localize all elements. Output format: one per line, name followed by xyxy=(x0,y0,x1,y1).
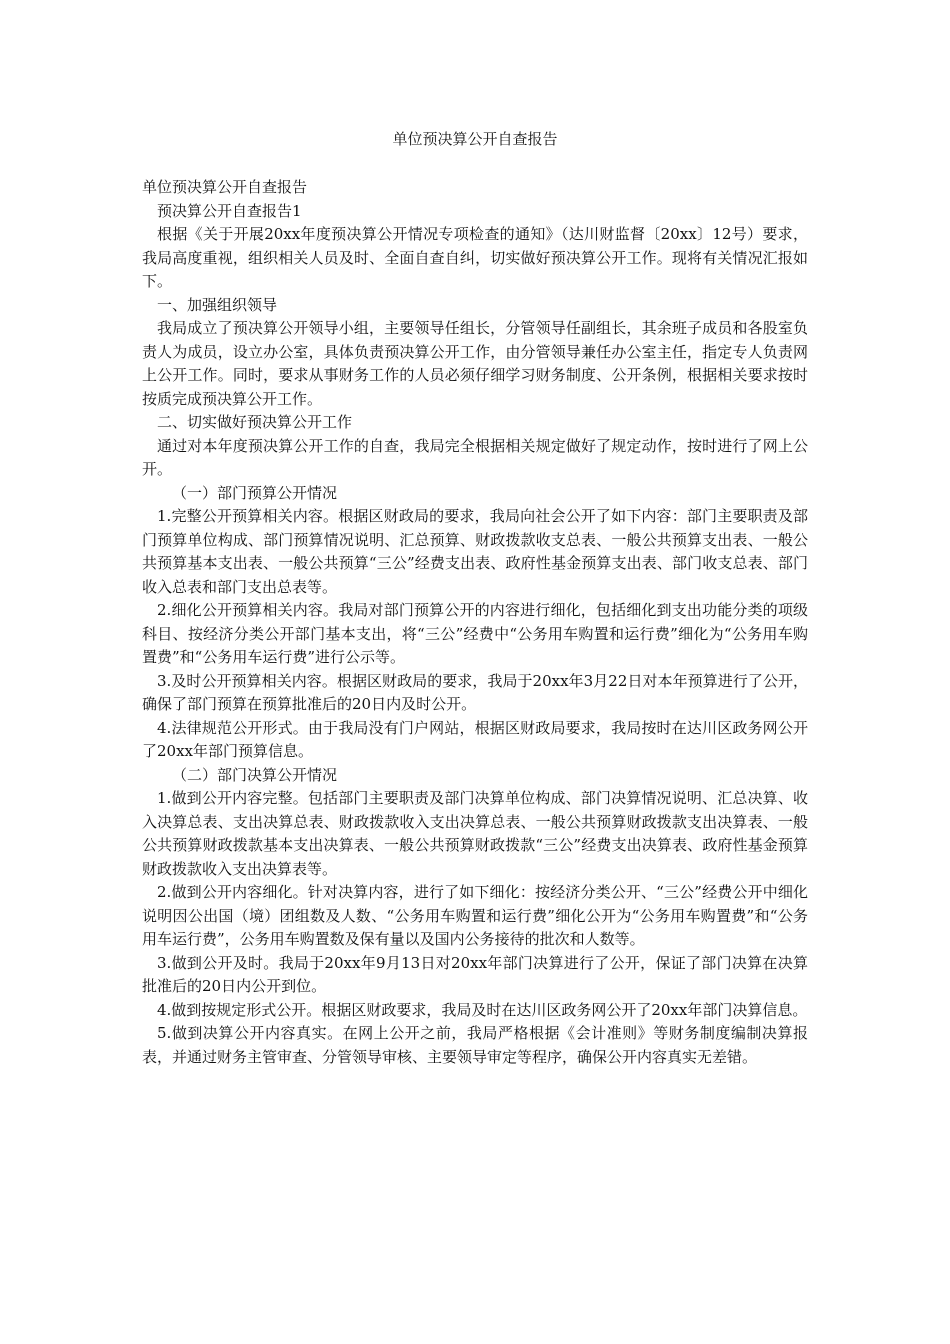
list-item: 3.做到公开及时。我局于20xx年9月13日对20xx年部门决算进行了公开，保证了部门决算在决算批准后的20日内公开到位。 xyxy=(142,953,808,995)
subsection-heading: （二）部门决算公开情况 xyxy=(172,765,338,784)
heading-paragraph: 单位预决算公开自查报告 xyxy=(142,178,308,196)
section-heading: 一、加强组织领导 xyxy=(157,295,278,314)
section-heading: 二、切实做好预决算公开工作 xyxy=(157,413,353,431)
document-title: 单位预决算公开自查报告 xyxy=(392,130,558,148)
body-paragraph: 根据《关于开展20xx年度预决算公开情况专项检查的通知》（达川财监督〔20xx〕12号）要求，我局高度重视，组织相关人员及时、全面自查自纠，切实做好预决算公开工作。现将有关情况汇报如下。 xyxy=(142,225,808,290)
list-item: 5.做到决算公开内容真实。在网上公开之前，我局严格根据《会计准则》等财务制度编制决算报表，并通过财务主管审查、分管领导审核、主要领导审定等程序，确保公开内容真实无差错。 xyxy=(142,1024,808,1066)
document-body xyxy=(142,176,808,1069)
list-item: 2.细化公开预算相关内容。我局对部门预算公开的内容进行细化，包括细化到支出功能分类的项级科目、按经济分类公开部门基本支出，将“三公”经费中“公务用车购置和运行费”细化为“公务用车购置费”和“公务用车运行费”进行公示等。 xyxy=(142,601,808,666)
list-item: 1.完整公开预算相关内容。根据区财政局的要求，我局向社会公开了如下内容：部门主要职责及部门预算单位构成、部门预算情况说明、汇总预算、财政拨款收支总表、一般公共预算支出表、一般公共预算基本支出表、一般公共预算“三公”经费支出表、政府性基金预算支出表、部门收支总表、部门收入总表和部门支出总表等。 xyxy=(142,507,808,596)
list-item: 4.做到按规定形式公开。根据区财政要求，我局及时在达川区政务网公开了20xx年部门决算信息。 xyxy=(157,1000,808,1019)
body-paragraph: 我局成立了预决算公开领导小组，主要领导任组长，分管领导任副组长，其余班子成员和各股室负责人为成员，设立办公室，具体负责预决算公开工作，由分管领导兼任办公室主任，指定专人负责网上公开工作。同时，要求从事财务工作的人员必须仔细学习财务制度、公开条例，根据相关要求按时按质完成预决算公开工作。 xyxy=(142,319,808,408)
body-paragraph: 通过对本年度预决算公开工作的自查，我局完全根据相关规定做好了规定动作，按时进行了网上公开。 xyxy=(142,436,808,478)
list-item: 1.做到公开内容完整。包括部门主要职责及部门决算单位构成、部门决算情况说明、汇总决算、收入决算总表、支出决算总表、财政拨款收入支出决算总表、一般公共预算财政拨款支出决算表、一般公共预算财政拨款基本支出决算表、一般公共预算财政拨款“三公”经费支出决算表、政府性基金预算财政拨款收入支出决算表等。 xyxy=(142,789,808,878)
list-item: 4.法律规范公开形式。由于我局没有门户网站，根据区财政局要求，我局按时在达川区政务网公开了20xx年部门预算信息。 xyxy=(142,718,808,760)
list-item: 2.做到公开内容细化。针对决算内容，进行了如下细化：按经济分类公开、“三公”经费公开中细化说明因公出国（境）团组数及人数、“公务用车购置和运行费”细化公开为“公务用车购置费”和“公务用车运行费”，公务用车购置数及保有量以及国内公务接待的批次和人数等。 xyxy=(142,883,808,948)
report-subtitle: 预决算公开自查报告1 xyxy=(157,201,302,220)
list-item: 3.及时公开预算相关内容。根据区财政局的要求，我局于20xx年3月22日对本年预算进行了公开，确保了部门预算在预算批准后的20日内及时公开。 xyxy=(142,671,808,713)
subsection-heading: （一）部门预算公开情况 xyxy=(172,483,338,502)
